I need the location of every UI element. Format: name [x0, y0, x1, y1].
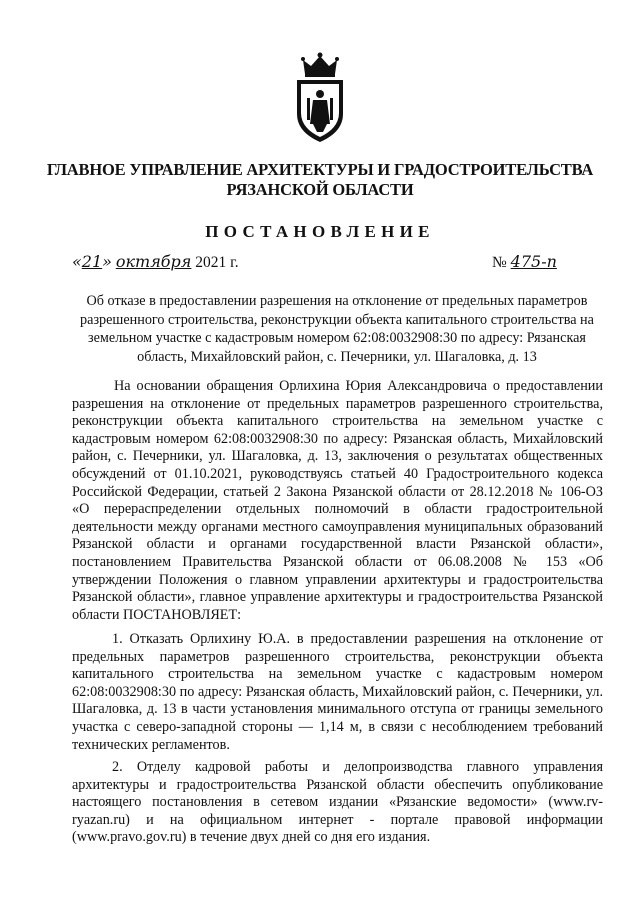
date-year: 2021 г. — [195, 254, 239, 271]
org-name-line1: ГЛАВНОЕ УПРАВЛЕНИЕ АРХИТЕКТУРЫ И ГРАДОСТРОИТЕЛЬСТВА — [46, 160, 594, 179]
date-month: октября — [115, 252, 192, 271]
number-label: № — [492, 254, 507, 271]
number-value: 475-п — [510, 252, 557, 271]
org-name-line2: РЯЗАНСКОЙ ОБЛАСТИ — [226, 180, 414, 199]
paragraph-text: На основании обращения Орлихина Юрия Александровича о предоставлении разрешения на отклонение от предельных параметров разрешенного строительства, реконструкции объекта капитального строительства на земельном участке с кадастровым номером 62:08:0032908:30 по адресу: Рязанская область, Михайловский район, с. Печерники, ул. Шагаловка, д. 13, заключения о результатах общественных обсуждений от 01.10.2021, руководствуясь статьей 40 Градостроительного кодекса Российской Федерации, статьей 2 Закона Рязанской области от 28.12.2018 № 106-ОЗ «О перераспределении отдельных полномочий в области градостроительной деятельности между органами местного самоуправления муниципальных образований Рязанской области и органами государственной власти Рязанской области», постановлением Правительства Рязанской области от 06.08.2008 № 153 «Об утверждении Положения о главном управлении архитектуры и градостроительства Рязанской области», главное управление архитектуры и градостроительства Рязанской области ПОСТАНОВЛЯЕТ: — [72, 378, 603, 623]
document-date — [72, 252, 239, 272]
clause-2-paragraph — [72, 759, 603, 847]
date-close-quote: » — [102, 252, 112, 271]
date-open-quote: « — [72, 252, 82, 271]
document-type: ПОСТАНОВЛЕНИЕ — [205, 222, 435, 241]
document-subject: Об отказе в предоставлении разрешения на отклонение от предельных параметров разрешенного строительства, реконструкции объекта капитального строительства на земельном участке с кадастровым номером 62:08:0032908:30 по адресу: Рязанская область, Михайловский район, с. Печерники, ул. Шагаловка, д. 13 — [80, 293, 594, 365]
clause-1-paragraph — [72, 631, 603, 754]
paragraph-text: 1. Отказать Орлихину Ю.А. в предоставлении разрешения на отклонение от предельных параметров разрешенного строительства, реконструкции объекта капитального строительства на земельном участке с кадастровым номером 62:08:0032908:30 по адресу: Рязанская область, Михайловский район, с. Печерники, ул. Шагаловка, д. 13 в части установления минимального отступа от границы земельного участка с северо-западной стороны — 1,14 м, в связи с несоблюдением требований технических регламентов. — [72, 631, 603, 753]
document-number — [492, 252, 557, 272]
preamble-paragraph — [72, 378, 603, 624]
coat-of-arms-icon — [283, 52, 357, 144]
date-day: 21 — [81, 252, 103, 271]
paragraph-text: 2. Отделу кадровой работы и делопроизводства главного управления архитектуры и градостроительства Рязанской области обеспечить опубликование настоящего постановления в сетевом издании «Рязанские ведомости» (www.rv-ryazan.ru) и на официальном интернет - портале правовой информации (www.pravo.gov.ru) в течение двух дней со дня его издания. — [72, 759, 603, 846]
